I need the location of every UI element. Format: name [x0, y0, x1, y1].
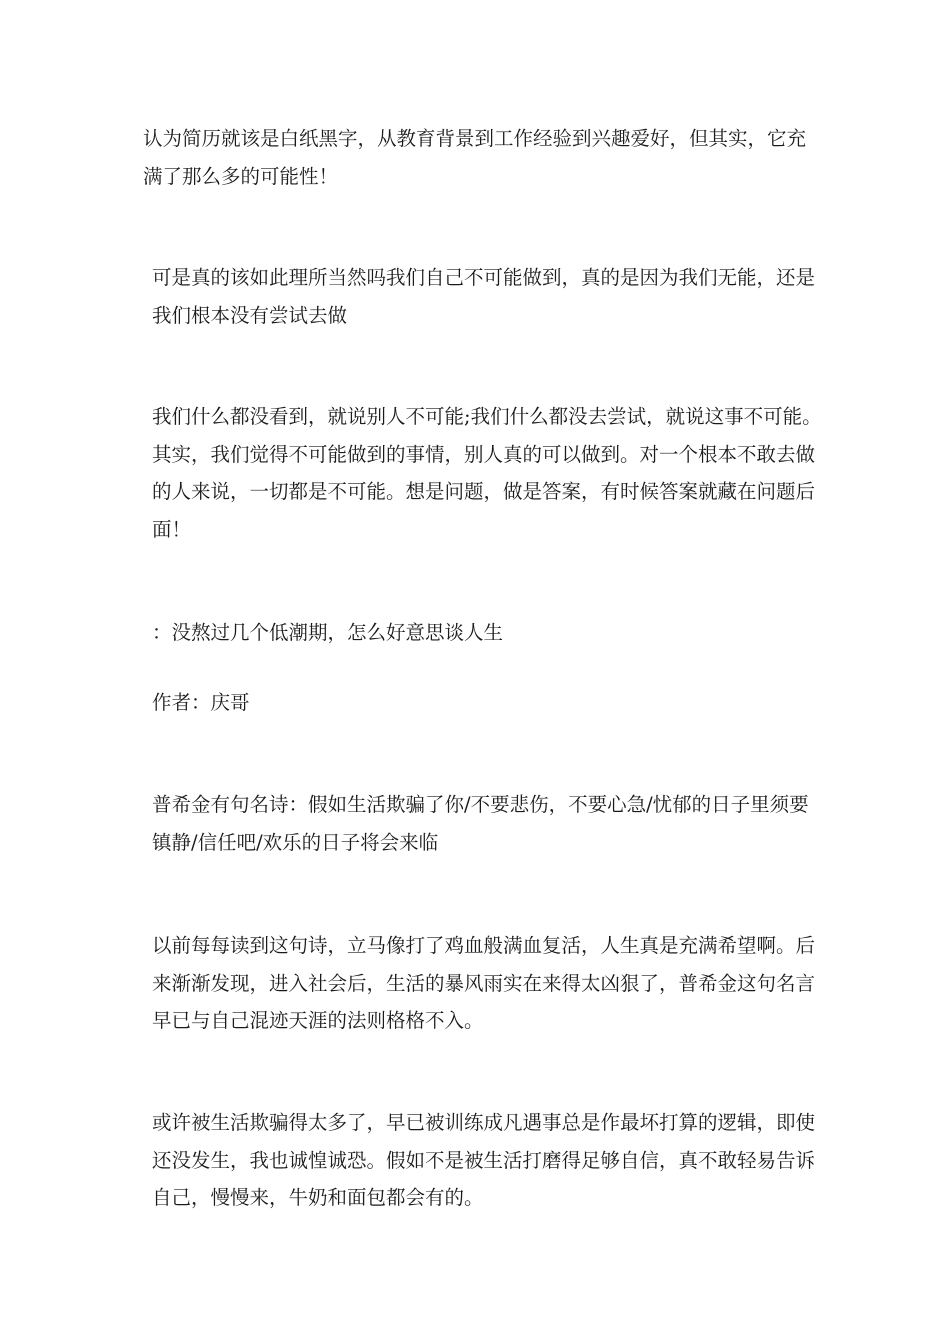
text-line: 我们根本没有尝试去做	[152, 303, 348, 327]
text-line: 普希金有句名诗：假如生活欺骗了你/不要悲伤，不要心急/忧郁的日子里须要	[152, 793, 809, 816]
text-line: 的人来说，一切都是不可能。想是问题，做是答案，有时候答案就藏在问题后	[152, 480, 816, 503]
text-line: 或许被生活欺骗得太多了，早已被训练成凡遇事总是作最坏打算的逻辑，即使	[152, 1111, 816, 1134]
text-line: 满了那么多的可能性！	[143, 164, 339, 188]
text-line: ：没熬过几个低潮期，怎么好意思谈人生	[152, 621, 504, 644]
text-line: 其实，我们觉得不可能做到的事情，别人真的可以做到。对一个根本不敢去做	[152, 442, 816, 466]
paragraph-resume	[143, 120, 808, 195]
text-line: 作者：庆哥	[152, 691, 250, 714]
text-line: 早已与自己混迹天涯的法则格格不入。	[152, 1009, 484, 1032]
text-line: 以前每每读到这句诗，立马像打了鸡血般满血复活，人生真是充满希望啊。后	[152, 934, 816, 957]
paragraph-reflection	[143, 927, 816, 1040]
text-line: 还没发生，我也诚惶诚恐。假如不是被生活打磨得足够自信，真不敢轻易告诉	[152, 1148, 816, 1172]
text-line: 镇静/信任吧/欢乐的日子将会来临	[152, 830, 439, 854]
text-line: 可是真的该如此理所当然吗我们自己不可能做到，真的是因为我们无能，还是	[152, 266, 816, 289]
paragraph-pushkin-poem	[143, 786, 808, 861]
text-line: 认为简历就该是白纸黑字，从教育背景到工作经验到兴趣爱好，但其实，它充	[143, 127, 807, 150]
text-line: 面！	[152, 517, 192, 541]
article-author	[143, 684, 808, 722]
paragraph-deceived	[143, 1104, 816, 1217]
paragraph-impossible	[143, 398, 822, 548]
text-line: 自己，慢慢来，牛奶和面包都会有的。	[152, 1186, 484, 1209]
text-line: 来渐渐发现，进入社会后，生活的暴风雨实在来得太凶狠了，普希金这句名言	[152, 971, 816, 995]
article-title	[143, 614, 808, 652]
paragraph-question	[143, 259, 816, 334]
text-line: 我们什么都没看到，就说别人不可能;我们什么都没去尝试，就说这事不可能。	[152, 405, 822, 428]
